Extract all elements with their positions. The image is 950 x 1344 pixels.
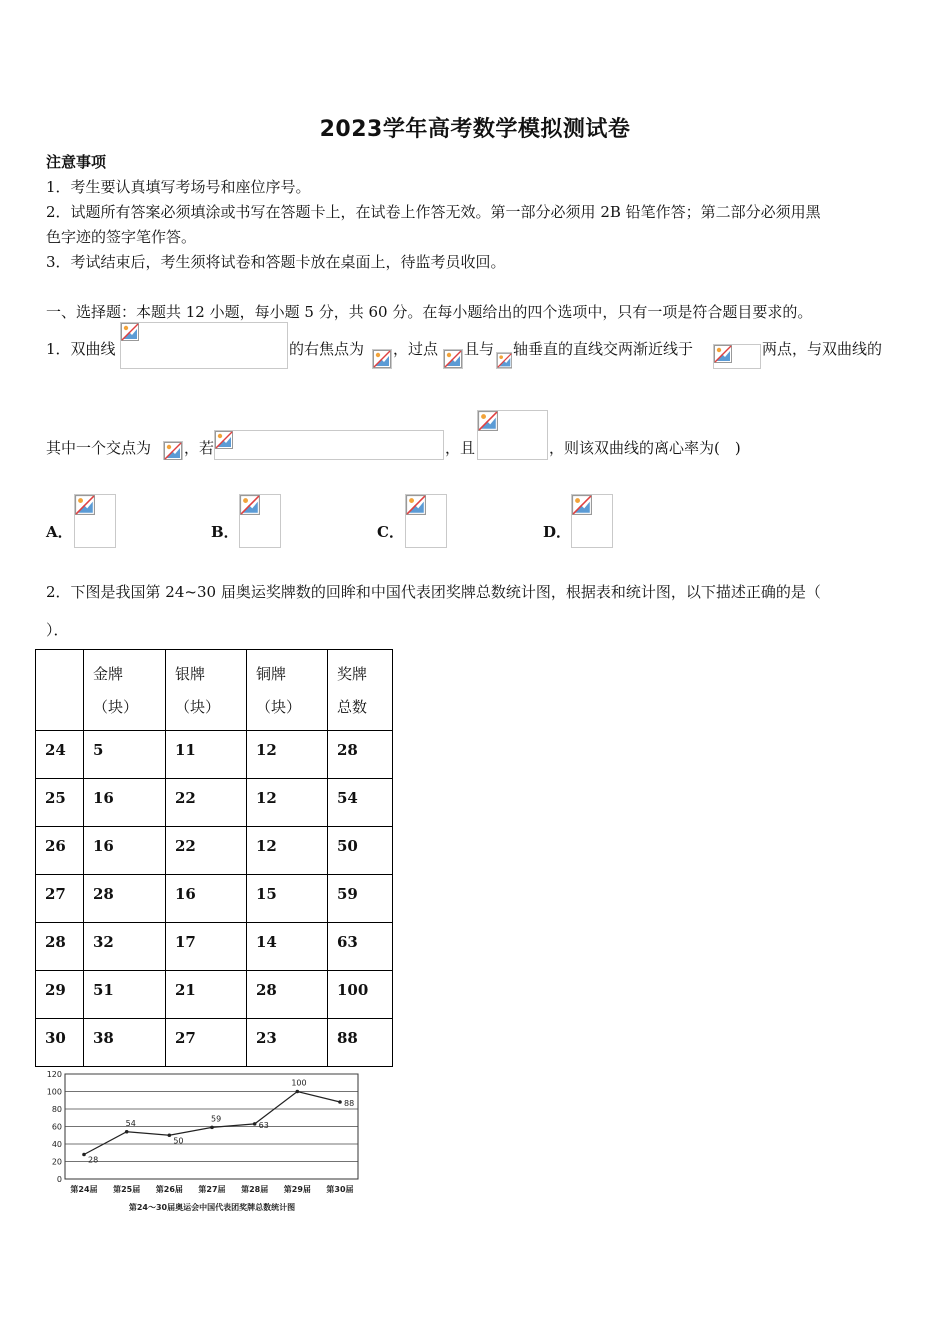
option-d-label: D．: [543, 523, 572, 541]
table-row: 24 5 11 12 28: [36, 731, 393, 779]
notice-item: 色字迹的签字笔作答。: [46, 228, 197, 246]
y-tick-label: 100: [46, 1087, 62, 1097]
data-point: [253, 1122, 257, 1126]
data-label: 59: [211, 1114, 222, 1124]
data-point: [338, 1100, 342, 1104]
page-title: 2023学年高考数学模拟测试卷: [319, 117, 631, 142]
data-point: [82, 1153, 86, 1157]
q1-text: ，过点: [393, 340, 439, 358]
header-cell: 奖牌 总数: [328, 650, 393, 731]
table-header-row: [36, 650, 393, 731]
option-b-image: [239, 494, 281, 548]
y-tick-label: 20: [51, 1157, 62, 1167]
q1-text: 且与: [464, 340, 495, 358]
option-d-image: [571, 494, 613, 548]
formula-image: [163, 441, 183, 460]
section-heading: 一、选择题：本题共 12 小题，每小题 5 分，共 60 分。在每小题给出的四个选项中，只有一项是符合题目要求的。: [46, 303, 813, 321]
broken-image-icon: [121, 323, 139, 341]
broken-image-icon: [240, 495, 260, 515]
q1-text: ，则该双曲线的离心率为( ): [549, 439, 741, 457]
broken-image-icon: [572, 495, 592, 515]
header-cell: 金牌 （块）: [84, 650, 166, 731]
data-point: [125, 1130, 129, 1134]
q1-text: 的右焦点为: [289, 340, 365, 358]
notice-item: 2．试题所有答案必须填涂或书写在答题卡上，在试卷上作答无效。第一部分必须用 2B 铅笔作答；第二部分必须用黑: [46, 203, 821, 221]
header-cell: 铜牌 （块）: [247, 650, 328, 731]
y-tick-label: 40: [51, 1140, 62, 1149]
header-cell: [36, 650, 84, 731]
broken-image-icon: [406, 495, 426, 515]
x-tick-label: 第29届: [283, 1185, 311, 1194]
formula-image: [214, 430, 444, 460]
formula-image: [372, 349, 392, 369]
y-tick-label: 120: [46, 1070, 62, 1079]
formula-image: [713, 344, 761, 369]
option-b-label: B．: [211, 523, 239, 541]
broken-image-icon: [75, 495, 95, 515]
table-row: 25 16 22 12 54: [36, 779, 393, 827]
broken-image-icon: [373, 350, 391, 368]
data-label: 63: [258, 1120, 269, 1130]
header-cell: 银牌 （块）: [166, 650, 247, 731]
notice-item: 1．考生要认真填写考场号和座位序号。: [46, 178, 311, 196]
formula-image: [443, 349, 463, 369]
table-row: 28 32 17 14 63: [36, 923, 393, 971]
medal-table: [35, 649, 393, 1067]
table-row: 27 28 16 15 59: [36, 875, 393, 923]
table-row: 30 38 27 23 88: [36, 1019, 393, 1067]
broken-image-icon: [164, 442, 182, 460]
y-tick-label: 0: [56, 1175, 62, 1184]
option-a-label: A．: [46, 523, 73, 541]
formula-image: [120, 322, 288, 369]
x-tick-label: 第27届: [198, 1185, 226, 1194]
chart-title: 第24～30届奥运会中国代表团奖牌总数统计图: [128, 1203, 296, 1212]
broken-image-icon: [215, 431, 233, 449]
x-tick-label: 第24届: [70, 1185, 98, 1194]
x-tick-label: 第25届: [113, 1185, 141, 1194]
q1-text: 两点，与双曲线的: [762, 340, 883, 358]
table-row: 29 51 21 28 100: [36, 971, 393, 1019]
data-label: 54: [125, 1118, 136, 1128]
option-c-label: C．: [377, 523, 404, 541]
data-label: 50: [173, 1136, 184, 1146]
data-point: [168, 1133, 172, 1137]
option-c-image: [405, 494, 447, 548]
q1-text: ，若: [184, 439, 215, 457]
q1-text: 其中一个交点为: [46, 439, 152, 457]
x-tick-label: 第26届: [155, 1185, 183, 1194]
x-tick-label: 第30届: [326, 1185, 354, 1194]
data-point: [210, 1126, 214, 1130]
broken-image-icon: [497, 353, 512, 368]
data-label: 28: [88, 1155, 99, 1165]
q2-text: 2．下图是我国第 24~30 届奥运奖牌数的回眸和中国代表团奖牌总数统计图，根据表和统计图，以下描述正确的是（: [46, 583, 821, 601]
data-label: 88: [344, 1099, 355, 1108]
formula-image: [477, 410, 548, 460]
q2-text: ）．: [46, 621, 69, 639]
notice-heading: 注意事项: [46, 153, 107, 171]
broken-image-icon: [714, 345, 732, 363]
formula-image: [496, 352, 512, 369]
option-a-image: [74, 494, 116, 548]
table-row: 26 16 22 12 50: [36, 827, 393, 875]
q1-text: 1．双曲线: [46, 340, 116, 358]
q1-text: 轴垂直的直线交两渐近线于: [513, 340, 694, 358]
y-tick-label: 80: [51, 1105, 62, 1114]
y-tick-label: 60: [51, 1122, 62, 1132]
q1-text: ，且: [445, 439, 476, 457]
data-point: [296, 1090, 300, 1094]
medal-total-line-chart: [40, 1066, 370, 1216]
notice-item: 3．考试结束后，考生须将试卷和答题卡放在桌面上，待监考员收回。: [46, 253, 506, 271]
x-tick-label: 第28届: [241, 1185, 269, 1194]
data-label: 100: [291, 1078, 307, 1088]
broken-image-icon: [444, 350, 462, 368]
broken-image-icon: [478, 411, 498, 431]
